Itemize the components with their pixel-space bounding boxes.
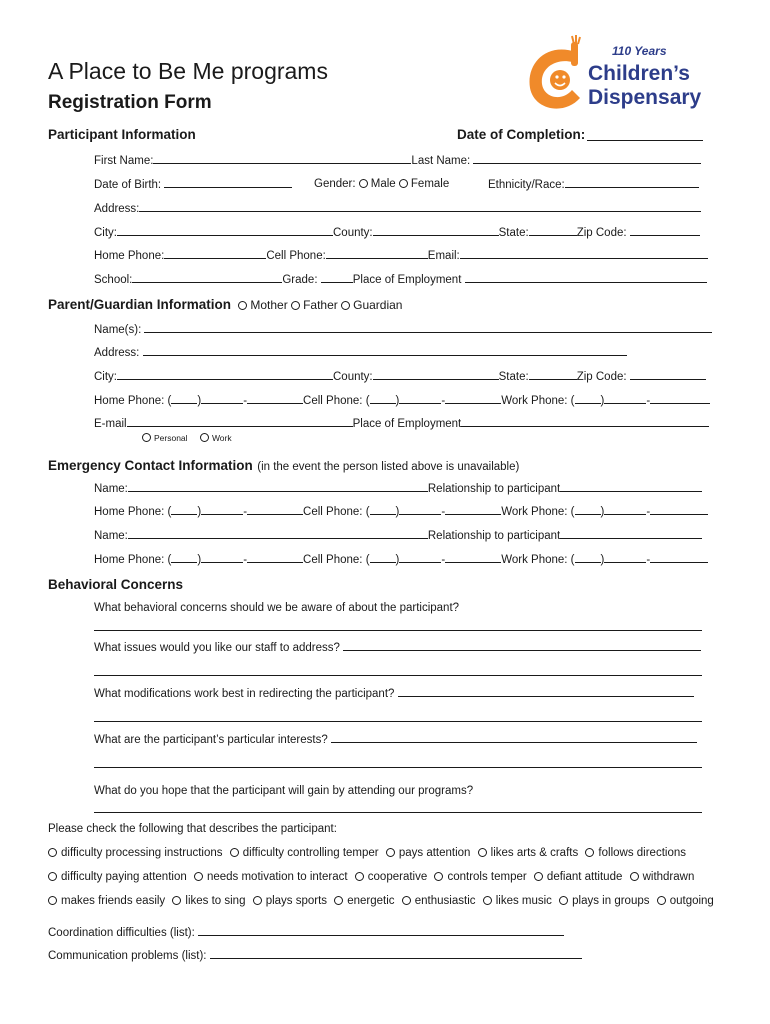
school-field[interactable] <box>132 272 282 283</box>
state-field[interactable] <box>529 225 577 236</box>
check-arts-crafts[interactable] <box>478 848 487 857</box>
check-label: difficulty controlling temper <box>242 847 379 859</box>
e2-cell-number-field[interactable] <box>445 552 501 563</box>
employment-label: Place of Employment <box>352 274 462 286</box>
question-2-row <box>94 640 701 654</box>
e2-cell-area-field[interactable] <box>370 552 396 563</box>
answer-4-field[interactable] <box>331 732 697 743</box>
cell-phone-label: Cell Phone: <box>266 250 326 262</box>
emergency-name-label-2: Name: <box>94 530 128 542</box>
coordination-label: Coordination difficulties (list): <box>48 927 195 939</box>
check-label: likes music <box>495 895 552 907</box>
state-label: State: <box>498 227 529 239</box>
question-3: What modifications work best in redirecting the participant? <box>94 688 395 700</box>
check-follows-directions[interactable] <box>585 848 594 857</box>
gender-label: Gender: <box>314 178 356 190</box>
form-subtitle: Registration Form <box>48 92 212 113</box>
check-label: plays in groups <box>572 895 650 907</box>
employment-field[interactable] <box>465 272 707 283</box>
mother-radio[interactable] <box>238 301 247 310</box>
home-phone-field[interactable] <box>164 248 266 259</box>
communication-field[interactable] <box>210 948 582 959</box>
check-label: controls temper <box>447 871 527 883</box>
check-label: withdrawn <box>642 871 695 883</box>
check-makes-friends[interactable] <box>48 896 57 905</box>
zip-label: Zip Code: <box>576 227 627 239</box>
answer-3-line[interactable] <box>94 721 702 722</box>
guardian-state-field[interactable] <box>529 369 577 380</box>
father-label: Father <box>303 298 338 312</box>
guardian-work-area-field[interactable] <box>575 393 601 404</box>
emergency-name-row-1 <box>94 481 702 496</box>
e1-work-area-field[interactable] <box>575 504 601 515</box>
guardian-employment-field[interactable] <box>461 416 709 427</box>
answer-2-field[interactable] <box>343 640 701 651</box>
email-type-group <box>142 433 232 443</box>
e2-work-prefix-field[interactable] <box>604 552 646 563</box>
guardian-county-label: County: <box>333 371 373 383</box>
emergency-heading: Emergency Contact Information <box>48 458 253 473</box>
answer-2-line[interactable] <box>94 675 702 676</box>
e1-cell-area-field[interactable] <box>370 504 396 515</box>
communication-label: Communication problems (list): <box>48 950 207 962</box>
check-label: needs motivation to interact <box>206 871 348 883</box>
question-2: What issues would you like our staff to address? <box>94 642 340 654</box>
participant-phone-row <box>94 248 708 263</box>
dob-field[interactable] <box>164 177 292 188</box>
guardian-names-field[interactable] <box>144 322 712 333</box>
guardian-work-prefix-field[interactable] <box>604 393 646 404</box>
check-pays-attention[interactable] <box>386 848 395 857</box>
check-label: follows directions <box>598 847 686 859</box>
guardian-heading-row <box>48 297 402 312</box>
father-radio[interactable] <box>291 301 300 310</box>
home-phone-label: Home Phone: <box>94 250 165 262</box>
e1-cell-prefix-field[interactable] <box>399 504 441 515</box>
guardian-cell-area-field[interactable] <box>370 393 396 404</box>
guardian-city-field[interactable] <box>117 369 333 380</box>
personal-radio[interactable] <box>142 433 151 442</box>
county-label: County: <box>333 227 373 239</box>
guardian-county-field[interactable] <box>373 369 499 380</box>
participant-dob-row <box>94 177 292 192</box>
check-label: likes arts & crafts <box>490 847 579 859</box>
check-label: pays attention <box>398 847 471 859</box>
check-difficulty-attention[interactable] <box>48 872 57 881</box>
check-difficulty-processing[interactable] <box>48 848 57 857</box>
ethnicity-field[interactable] <box>565 177 699 188</box>
guardian-cell-number-field[interactable] <box>445 393 501 404</box>
checklist-intro: Please check the following that describes the participant: <box>48 823 337 835</box>
guardian-email-label: E-mail <box>94 418 127 430</box>
relationship-label: Relationship to participant <box>427 483 561 495</box>
gender-group <box>314 177 449 191</box>
check-energetic[interactable] <box>334 896 343 905</box>
participant-heading: Participant Information <box>48 127 196 142</box>
e1-home-area-field[interactable] <box>171 504 197 515</box>
e1-home-number-field[interactable] <box>247 504 303 515</box>
e2-work-area-field[interactable] <box>575 552 601 563</box>
emergency-work-phone-label-2: Work Phone: ( <box>501 554 575 566</box>
question-1: What behavioral concerns should we be aware of about the participant? <box>94 602 460 614</box>
guardian-heading: Parent/Guardian Information <box>48 297 232 312</box>
guardian-zip-field[interactable] <box>630 369 706 380</box>
coordination-row <box>48 925 564 939</box>
ethnicity-label: Ethnicity/Race: <box>488 179 565 191</box>
checklist-row-3 <box>48 894 718 908</box>
childrens-dispensary-logo <box>524 34 594 114</box>
check-withdrawn[interactable] <box>630 872 639 881</box>
emergency-name-field[interactable] <box>128 481 428 492</box>
guardian-work-phone-label: Work Phone: ( <box>501 395 575 407</box>
guardian-city-row <box>94 369 706 384</box>
personal-label: Personal <box>154 433 188 443</box>
guardian-address-field[interactable] <box>143 345 627 356</box>
check-label: likes to sing <box>185 895 246 907</box>
date-completion-field[interactable] <box>587 140 703 141</box>
date-completion-label: Date of Completion: <box>457 127 586 142</box>
answer-4-line[interactable] <box>94 767 702 768</box>
grade-label: Grade: <box>282 274 318 286</box>
guardian-zip-label: Zip Code: <box>576 371 627 383</box>
guardian-cell-phone-label: Cell Phone: ( <box>303 395 370 407</box>
e1-cell-number-field[interactable] <box>445 504 501 515</box>
check-label: plays sports <box>265 895 328 907</box>
check-label: energetic <box>347 895 395 907</box>
ethnicity-row <box>488 177 699 192</box>
guardian-radio[interactable] <box>341 301 350 310</box>
email-label: Email: <box>427 250 460 262</box>
guardian-state-label: State: <box>498 371 529 383</box>
logo-name-line2: Dispensary <box>588 86 702 109</box>
communication-row <box>48 948 582 962</box>
e2-home-number-field[interactable] <box>247 552 303 563</box>
guardian-cell-prefix-field[interactable] <box>399 393 441 404</box>
emergency-work-phone-label: Work Phone: ( <box>501 506 575 518</box>
e2-home-prefix-field[interactable] <box>201 552 243 563</box>
city-label: City: <box>94 227 117 239</box>
answer-5-line[interactable] <box>94 812 702 813</box>
question-3-row <box>94 686 694 700</box>
e2-cell-prefix-field[interactable] <box>399 552 441 563</box>
logo-name-line1: Children’s <box>588 62 690 85</box>
participant-school-row <box>94 272 707 287</box>
guardian-address-row <box>94 345 627 360</box>
check-outgoing[interactable] <box>657 896 666 905</box>
female-label: Female <box>410 178 450 190</box>
zip-field[interactable] <box>630 225 700 236</box>
emergency-cell-phone-label: Cell Phone: ( <box>303 506 370 518</box>
check-label: difficulty paying attention <box>61 871 187 883</box>
emergency-name-field-2[interactable] <box>128 528 428 539</box>
mother-label: Mother <box>250 298 288 312</box>
guardian-label: Guardian <box>353 298 403 312</box>
participant-address-row <box>94 201 701 216</box>
checklist-row-1 <box>48 846 690 860</box>
question-5: What do you hope that the participant will gain by attending our programs? <box>94 785 474 797</box>
question-4: What are the participant’s particular interests? <box>94 734 328 746</box>
dob-label: Date of Birth: <box>94 179 162 191</box>
emergency-phone-row-1: Home Phone: ( ) - Cell Phone: ( ) - Work Phone: ( ) - <box>94 504 708 519</box>
last-name-label: Last Name: <box>411 155 471 167</box>
check-plays-sports[interactable] <box>253 896 262 905</box>
check-label: defiant attitude <box>546 871 623 883</box>
guardian-city-label: City: <box>94 371 117 383</box>
emergency-home-phone-label: Home Phone: ( <box>94 506 172 518</box>
emergency-phone-row-2: Home Phone: ( ) - Cell Phone: ( ) - Work Phone: ( ) - <box>94 552 708 567</box>
guardian-home-prefix-field[interactable] <box>201 393 243 404</box>
coordination-field[interactable] <box>198 925 564 936</box>
check-label: outgoing <box>669 895 714 907</box>
check-label: enthusiastic <box>414 895 476 907</box>
check-plays-groups[interactable] <box>559 896 568 905</box>
check-controls-temper[interactable] <box>434 872 443 881</box>
guardian-home-number-field[interactable] <box>247 393 303 404</box>
emergency-name-label: Name: <box>94 483 128 495</box>
guardian-employment-label: Place of Employment <box>352 418 462 430</box>
participant-first-name-row <box>94 153 701 168</box>
emergency-note: (in the event the person listed above is unavailable) <box>257 461 520 473</box>
question-4-row <box>94 732 697 746</box>
first-name-field[interactable] <box>153 153 411 164</box>
male-label: Male <box>370 178 396 190</box>
city-field[interactable] <box>117 225 333 236</box>
emergency-heading-row <box>48 457 519 475</box>
work-radio[interactable] <box>200 433 209 442</box>
address-field[interactable] <box>139 201 701 212</box>
first-name-label: First Name: <box>94 155 154 167</box>
guardian-names-row <box>94 322 712 337</box>
grade-field[interactable] <box>321 272 353 283</box>
relationship-field-2[interactable] <box>560 528 702 539</box>
emergency-home-phone-label-2: Home Phone: ( <box>94 554 172 566</box>
e1-home-prefix-field[interactable] <box>201 504 243 515</box>
female-radio[interactable] <box>399 179 408 188</box>
email-field[interactable] <box>460 248 708 259</box>
answer-3-field[interactable] <box>398 686 694 697</box>
answer-1-line[interactable] <box>94 630 702 631</box>
check-enthusiastic[interactable] <box>402 896 411 905</box>
checklist-row-2 <box>48 870 698 884</box>
emergency-name-row-2 <box>94 528 702 543</box>
county-field[interactable] <box>373 225 499 236</box>
check-label: cooperative <box>367 871 428 883</box>
school-label: School: <box>94 274 133 286</box>
check-likes-music[interactable] <box>483 896 492 905</box>
work-label: Work <box>211 433 232 443</box>
page-title: A Place to Be Me programs <box>48 58 328 84</box>
relationship-field[interactable] <box>560 481 702 492</box>
e1-work-prefix-field[interactable] <box>604 504 646 515</box>
check-defiant[interactable] <box>534 872 543 881</box>
guardian-home-phone-label: Home Phone: ( <box>94 395 172 407</box>
relationship-label-2: Relationship to participant <box>427 530 561 542</box>
check-label: difficulty processing instructions <box>61 847 223 859</box>
logo-years: 110 Years <box>612 44 667 58</box>
guardian-address-label: Address: <box>94 347 140 359</box>
guardian-names-label: Name(s): <box>94 324 142 336</box>
check-needs-motivation[interactable] <box>194 872 203 881</box>
guardian-work-number-field[interactable] <box>650 393 710 404</box>
cell-phone-field[interactable] <box>326 248 428 259</box>
e2-work-number-field[interactable] <box>650 552 708 563</box>
address-label: Address: <box>94 203 140 215</box>
guardian-email-row <box>94 416 709 431</box>
behavioral-heading: Behavioral Concerns <box>48 577 184 592</box>
emergency-cell-phone-label-2: Cell Phone: ( <box>303 554 370 566</box>
male-radio[interactable] <box>359 179 368 188</box>
last-name-field[interactable] <box>473 153 701 164</box>
check-label: makes friends easily <box>61 895 166 907</box>
check-difficulty-temper[interactable] <box>230 848 239 857</box>
guardian-phone-row: Home Phone: ( ) - Cell Phone: ( ) - Work Phone: ( ) - <box>94 393 710 408</box>
guardian-home-area-field[interactable] <box>171 393 197 404</box>
participant-city-row <box>94 225 700 240</box>
e1-work-number-field[interactable] <box>650 504 708 515</box>
e2-home-area-field[interactable] <box>171 552 197 563</box>
guardian-email-field[interactable] <box>127 416 353 427</box>
check-cooperative[interactable] <box>355 872 364 881</box>
check-likes-sing[interactable] <box>172 896 181 905</box>
